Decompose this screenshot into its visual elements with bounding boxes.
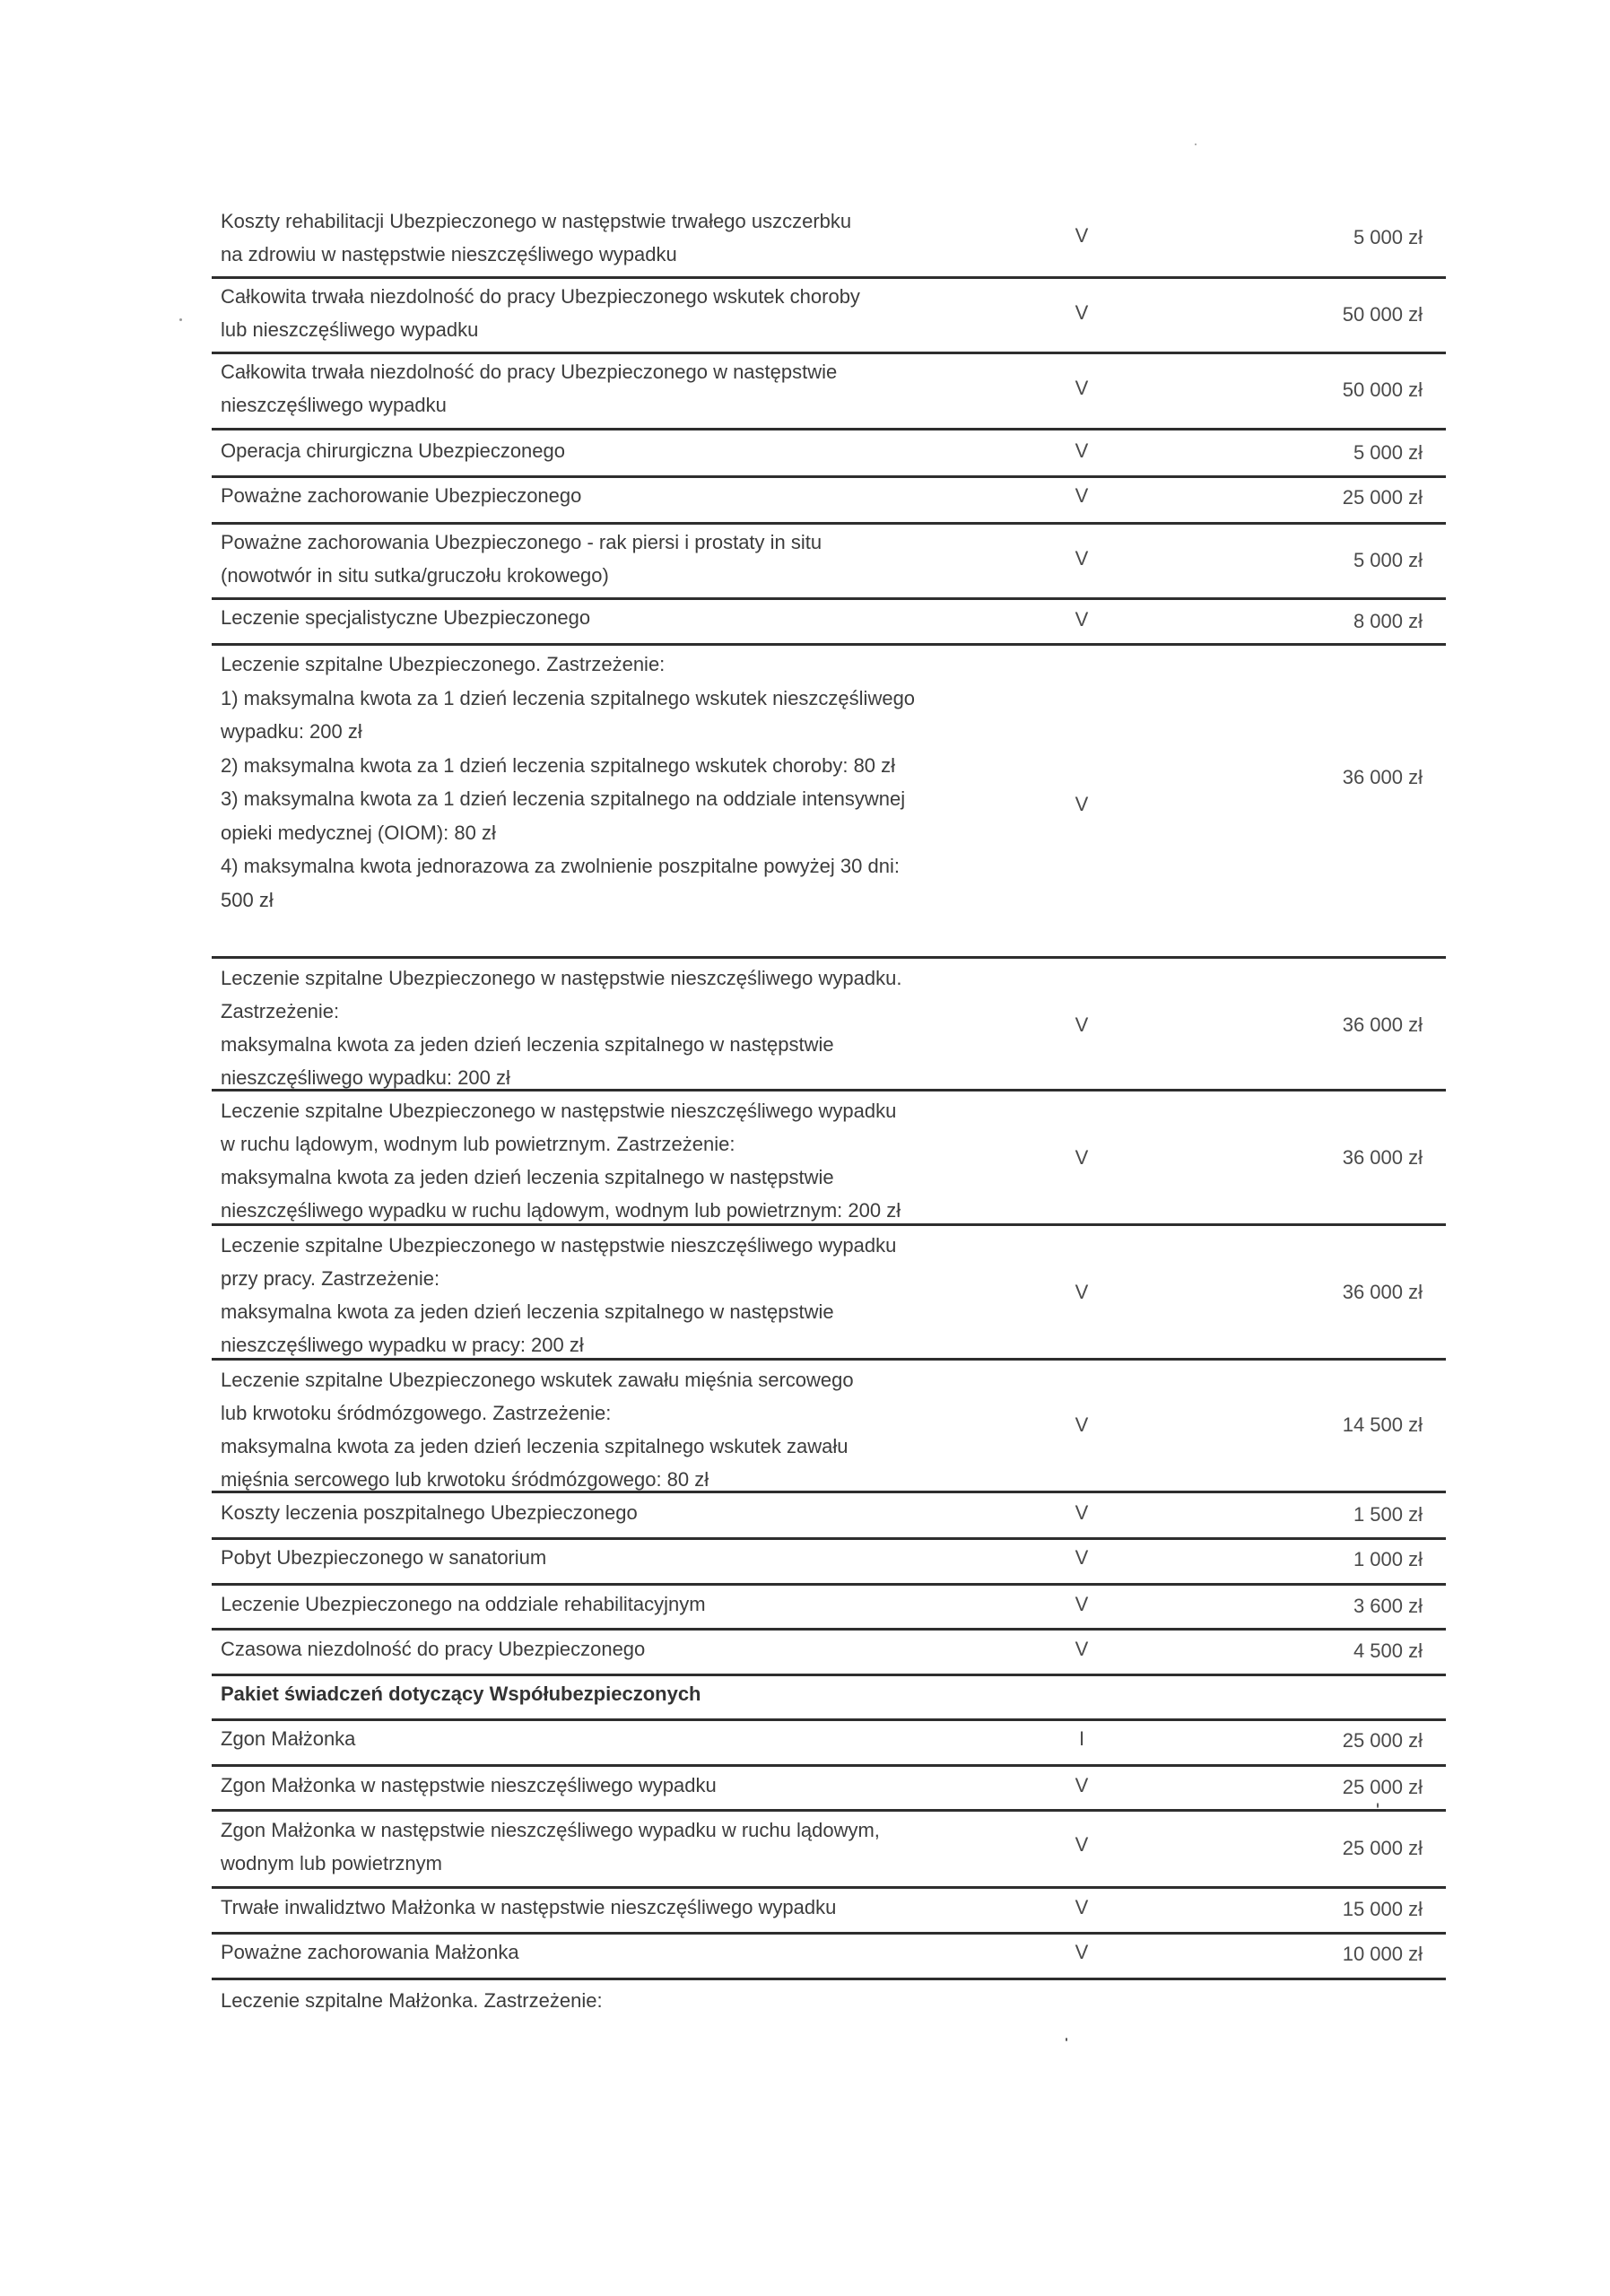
row-amount: 25 000 zł — [1342, 1729, 1423, 1752]
table-row — [212, 1935, 1446, 1977]
row-description: Koszty leczenia poszpitalnego Ubezpieczonego — [221, 1501, 638, 1524]
row-divider — [212, 1628, 1446, 1631]
row-mark: V — [1075, 1546, 1089, 1569]
table-row — [212, 1587, 1446, 1629]
table-row — [212, 479, 1446, 522]
row-mark: V — [1075, 1941, 1089, 1963]
row-description: Poważne zachorowania Ubezpieczonego - rak piersi i prostaty in situ (nowotwór in situ sutka/gruczołu krokowego) — [221, 531, 822, 587]
table-row — [212, 526, 1446, 596]
table-row — [212, 648, 1446, 952]
row-description: Operacja chirurgiczna Ubezpieczonego — [221, 439, 565, 462]
row-divider — [212, 1764, 1446, 1767]
row-mark: V — [1075, 1501, 1089, 1524]
row-amount: 1 500 zł — [1353, 1503, 1423, 1526]
row-mark: V — [1075, 1774, 1089, 1796]
row-divider — [212, 1886, 1446, 1889]
row-divider — [212, 597, 1446, 600]
row-divider — [212, 475, 1446, 478]
table-row — [212, 1496, 1446, 1537]
row-amount: 36 000 zł — [1342, 1013, 1423, 1036]
row-mark: V — [1075, 1013, 1089, 1036]
table-row — [212, 1769, 1446, 1810]
row-divider — [212, 352, 1446, 354]
row-description: Leczenie szpitalne Ubezpieczonego wskutek zawału mięśnia sercowego lub krwotoku śródmózgowego. Zastrzeżenie: maksymalna kwota za jeden dzień leczenia szpitalnego wskutek zawału mięśnia sercowego lub krwotoku śródmózgowego: 80 zł — [221, 1369, 854, 1491]
row-amount: 8 000 zł — [1353, 610, 1423, 632]
table-row — [212, 1984, 1446, 2025]
row-divider — [212, 643, 1446, 646]
row-description: Zgon Małżonka — [221, 1727, 356, 1750]
table-row — [212, 1229, 1446, 1354]
row-description: Zgon Małżonka w następstwie nieszczęśliwego wypadku w ruchu lądowym, wodnym lub powietrznym — [221, 1819, 880, 1874]
row-amount: 25 000 zł — [1342, 1837, 1423, 1859]
scan-speck — [1195, 144, 1197, 145]
row-mark: V — [1075, 301, 1089, 324]
table-row — [212, 355, 1446, 425]
row-mark: I — [1078, 1727, 1085, 1750]
row-divider — [212, 1358, 1446, 1361]
row-amount: 25 000 zł — [1342, 486, 1423, 509]
row-description: Trwałe inwalidztwo Małżonka w następstwie nieszczęśliwego wypadku — [221, 1896, 837, 1918]
row-amount: 1 000 zł — [1353, 1548, 1423, 1570]
row-amount: 15 000 zł — [1342, 1898, 1423, 1920]
row-mark: V — [1075, 1896, 1089, 1918]
row-mark: V — [1075, 1146, 1089, 1169]
row-divider — [212, 1583, 1446, 1586]
row-amount: 14 500 zł — [1342, 1413, 1423, 1436]
row-mark: V — [1075, 484, 1089, 507]
section-heading: Pakiet świadczeń dotyczący Współubezpieczonych — [221, 1683, 701, 1705]
row-mark: V — [1075, 439, 1089, 462]
row-divider — [212, 1089, 1446, 1091]
row-divider — [212, 428, 1446, 430]
row-amount: 3 600 zł — [1353, 1595, 1423, 1617]
section-heading-row — [212, 1677, 1446, 1718]
row-divider — [212, 1932, 1446, 1935]
row-divider — [212, 1491, 1446, 1493]
row-mark: V — [1075, 377, 1089, 399]
row-description: Leczenie specjalistyczne Ubezpieczonego — [221, 606, 591, 629]
row-divider — [212, 1537, 1446, 1540]
row-mark: V — [1075, 1413, 1089, 1436]
row-amount: 5 000 zł — [1353, 441, 1423, 464]
table-row — [212, 1632, 1446, 1674]
table-row — [212, 280, 1446, 350]
row-amount: 50 000 zł — [1342, 303, 1423, 326]
row-description: Zgon Małżonka w następstwie nieszczęśliwego wypadku — [221, 1774, 717, 1796]
row-divider — [212, 1978, 1446, 1980]
row-amount: 4 500 zł — [1353, 1639, 1423, 1662]
row-mark: V — [1075, 547, 1089, 570]
row-divider — [212, 1718, 1446, 1721]
row-description: Pobyt Ubezpieczonego w sanatorium — [221, 1546, 547, 1569]
table-row — [212, 1891, 1446, 1932]
table-row — [212, 1813, 1446, 1885]
row-mark: V — [1075, 608, 1089, 631]
table-row — [212, 1541, 1446, 1582]
row-amount: 5 000 zł — [1353, 549, 1423, 571]
row-divider — [212, 956, 1446, 959]
row-amount: 36 000 zł — [1342, 766, 1423, 788]
row-mark: V — [1075, 1281, 1089, 1303]
table-row — [212, 432, 1446, 475]
row-amount: 36 000 zł — [1342, 1281, 1423, 1303]
table-row — [212, 1722, 1446, 1763]
row-divider — [212, 522, 1446, 525]
row-description: Całkowita trwała niezdolność do pracy Ubezpieczonego wskutek choroby lub nieszczęśliwego wypadku — [221, 285, 860, 341]
row-mark: V — [1075, 224, 1089, 247]
row-description: Całkowita trwała niezdolność do pracy Ubezpieczonego w następstwie nieszczęśliwego wypadku — [221, 361, 838, 416]
row-amount: 10 000 zł — [1342, 1943, 1423, 1965]
row-description: Poważne zachorowanie Ubezpieczonego — [221, 484, 582, 507]
row-mark: V — [1075, 1593, 1089, 1615]
row-mark: V — [1075, 793, 1089, 815]
row-description: Leczenie szpitalne Ubezpieczonego w następstwie nieszczęśliwego wypadku. Zastrzeżenie: maksymalna kwota za jeden dzień leczenia szpitalnego w następstwie nieszczęśliwego wypadku: 200 zł — [221, 967, 902, 1089]
table-row — [212, 1094, 1446, 1220]
row-description: Leczenie szpitalne Ubezpieczonego w następstwie nieszczęśliwego wypadku przy pracy. Zastrzeżenie: maksymalna kwota za jeden dzień leczenia szpitalnego w następstwie nieszczęśliwego wypadku w pracy: 200 zł — [221, 1234, 897, 1356]
row-description: Leczenie szpitalne Ubezpieczonego. Zastrzeżenie: 1) maksymalna kwota za 1 dzień leczenia szpitalnego wskutek nieszczęśliwego wypadku: 200 zł 2) maksymalna kwota za 1 dzień leczenia szpitalnego wskutek choroby: 80 zł 3) maksymalna kwota za 1 dzień leczenia szpitalnego na oddziale intensywnej opieki medycznej (OIOM): 80 zł 4) maksymalna kwota jednorazowa za zwolnienie poszpitalne powyżej 30 dni: 500 zł — [221, 653, 916, 911]
row-amount: 50 000 zł — [1342, 378, 1423, 401]
table-row — [212, 1363, 1446, 1489]
row-description: Leczenie szpitalne Małżonka. Zastrzeżenie: — [221, 1989, 603, 2012]
row-amount: 25 000 zł — [1342, 1776, 1423, 1798]
row-mark: V — [1075, 1638, 1089, 1660]
row-description: Leczenie szpitalne Ubezpieczonego w następstwie nieszczęśliwego wypadku w ruchu lądowym, wodnym lub powietrznym. Zastrzeżenie: maksymalna kwota za jeden dzień leczenia szpitalnego w następstwie nieszczęśliwego wypadku w ruchu lądowym, wodnym lub powietrznym: 200 zł — [221, 1100, 901, 1222]
table-row — [212, 204, 1446, 276]
row-amount: 5 000 zł — [1353, 226, 1423, 248]
table-row — [212, 601, 1446, 644]
scan-speck — [179, 318, 182, 321]
row-description: Poważne zachorowania Małżonka — [221, 1941, 519, 1963]
row-mark: V — [1075, 1833, 1089, 1856]
row-divider — [212, 1223, 1446, 1226]
scan-speck — [1066, 2038, 1067, 2041]
row-description: Koszty rehabilitacji Ubezpieczonego w następstwie trwałego uszczerbku na zdrowiu w następstwie nieszczęśliwego wypadku — [221, 210, 852, 265]
row-divider — [212, 276, 1446, 279]
row-description: Leczenie Ubezpieczonego na oddziale rehabilitacyjnym — [221, 1593, 706, 1615]
row-description: Czasowa niezdolność do pracy Ubezpieczonego — [221, 1638, 646, 1660]
row-amount: 36 000 zł — [1342, 1146, 1423, 1169]
scan-speck — [1377, 1803, 1379, 1808]
row-divider — [212, 1809, 1446, 1812]
row-divider — [212, 1674, 1446, 1676]
table-row — [212, 961, 1446, 1087]
